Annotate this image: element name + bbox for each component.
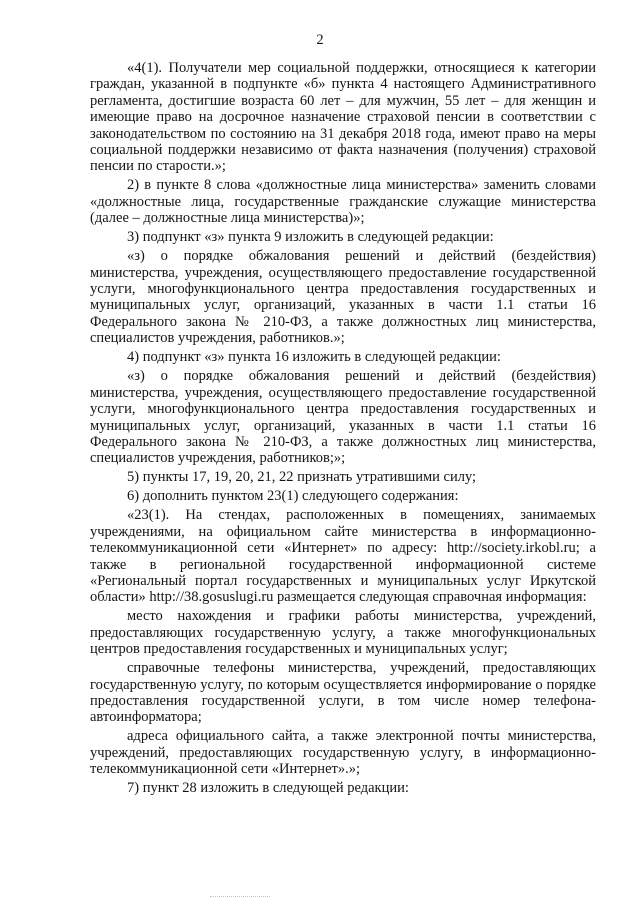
paragraph-subitem-z-9: «з) о порядке обжалования решений и действий (бездействия) министерства, учреждения, осуществляющего предоставление государственной услуги, многофункционального центра предоставления государственных и муниципальных услуг, организаций, указанных в части 1.1 статьи 16 Федерального закона № 210-ФЗ, а также должностных лиц министерства, специалистов учреждения, работников.»;: [90, 248, 596, 347]
paragraph-item-4: 4) подпункт «з» пункта 16 изложить в следующей редакции:: [127, 349, 501, 366]
paragraph-item-2: 2) в пункте 8 слова «должностные лица министерства» заменить словами «должностные лица, государственные гражданские служащие министерства (далее – должностные лица министерства)»;: [90, 177, 596, 227]
paragraph-item-5: 5) пункты 17, 19, 20, 21, 22 признать утратившими силу;: [127, 469, 477, 486]
paragraph-item-6: 6) дополнить пунктом 23(1) следующего содержания:: [127, 488, 459, 505]
paragraph-subitem-z-16: «з) о порядке обжалования решений и действий (бездействия) министерства, учреждения, осуществляющего предоставление государственной услуги, многофункционального центра предоставления государственных и муниципальных услуг, организаций, указанных в части 1.1 статьи 16 Федерального закона № 210-ФЗ, а также должностных лиц министерства, специалистов учреждения, работников;»;: [90, 368, 596, 467]
paragraph-item-3: 3) подпункт «з» пункта 9 изложить в следующей редакции:: [127, 229, 494, 246]
scan-artifact: [210, 896, 270, 899]
paragraph-reference-phones: справочные телефоны министерства, учреждений, предоставляющих государственную услугу, по которым осуществляется информирование о порядке предоставления государственной услуги, в том числе номер телефона-автоинформатора;: [90, 660, 596, 726]
paragraph-item-7: 7) пункт 28 изложить в следующей редакции:: [127, 780, 409, 797]
paragraph-4-1-recipients: «4(1). Получатели мер социальной поддержки, относящиеся к категории граждан, указанной в подпункте «б» пункта 4 настоящего Административного регламента, достигшие возраста 60 лет – для мужчин, 55 лет – для женщин и имеющие право на досрочное назначение страховой пенсии в соответствии с законодательством по состоянию на 31 декабря 2018 года, имеют право на меры социальной поддержки независимо от факта назначения (получения) страховой пенсии по старости.»;: [90, 60, 596, 175]
page-number: 2: [316, 32, 324, 48]
paragraph-23-1-stands: «23(1). На стендах, расположенных в помещениях, занимаемых учреждениями, на официальном сайте министерства в информационно-телекоммуникационной сети «Интернет» по адресу: http://society.irkobl.ru; а также в региональной государственной информационной системе «Региональный портал государственных и муниципальных услуг Иркутской области» http://38.gosuslugi.ru размещается следующая справочная информация:: [90, 507, 596, 606]
paragraph-location-schedules: место нахождения и графики работы министерства, учреждений, предоставляющих государственную услугу, а также многофункциональных центров предоставления государственных и муниципальных услуг;: [90, 608, 596, 658]
document-body: [90, 60, 596, 797]
paragraph-website-email: адреса официального сайта, а также электронной почты министерства, учреждений, предоставляющих государственную услугу, в информационно-телекоммуникационной сети «Интернет».»;: [90, 728, 596, 778]
